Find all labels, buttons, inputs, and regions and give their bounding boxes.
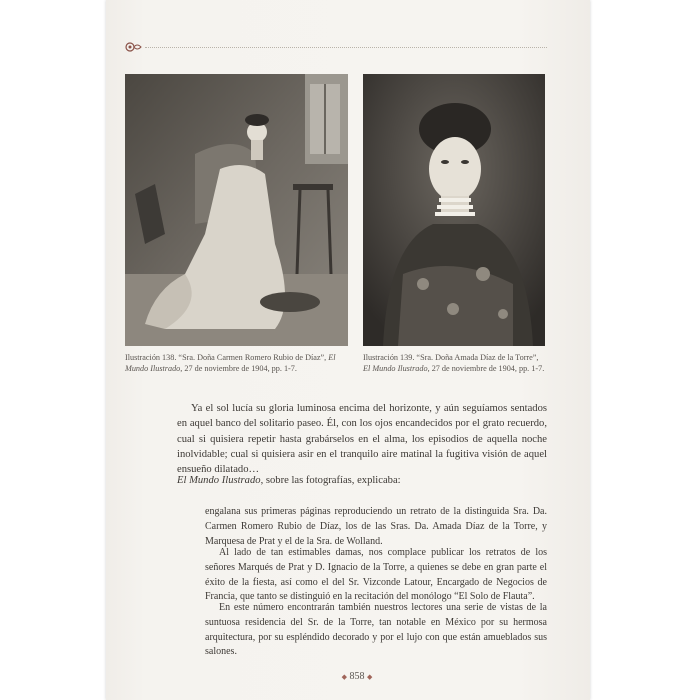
diamond-icon: ◆: [341, 673, 347, 681]
quote-paragraph-3: En este número encontrarán también nuestros lectores una serie de vistas de la suntuosa residencia del Sr. de la Torre, tan notable en México por su hermosa arquitectura, por su espléndido decorado y por el lujo con que están amueblados sus salones.: [205, 602, 547, 658]
header-dotted-rule: [145, 47, 547, 48]
body-paragraph-1: Ya el sol lucía su gloria luminosa encima del horizonte, y aún seguíamos sentados en aquel banco del solitario paseo. Él, con los ojos encandecidos por el grato recuerdo, cual si quisiera repetir hasta grabárselos en el alma, los episodios de aquella noche inolvidable; cual si quisiera asir en el tranquilo aire matinal la fugitiva visión de aquel ensueño dilatado…: [177, 403, 547, 476]
caption-illustration-139: Ilustración 139. “Sra. Doña Amada Díaz de la Torre”, El Mundo Ilustrado, 27 de noviembre de 1904, pp. 1-7.: [363, 353, 545, 373]
ornament-icon: [124, 41, 142, 53]
photo-carmen-romero-rubio: [125, 74, 348, 346]
quote-paragraph-1: engalana sus primeras páginas reproduciendo un retrato de la distinguida Sra. Da. Carmen Romero Rubio de Díaz, los de las Sras. Da. Amada Díaz de la Torre, y Marquesa de Prat y el de la Sra. de Wolland.: [205, 506, 547, 547]
page-number-text: 858: [349, 671, 365, 682]
body-paragraph-2: El Mundo Ilustrado, sobre las fotografías, explicaba:: [177, 475, 401, 486]
photo-amada-diaz: [363, 74, 545, 346]
diamond-icon: ◆: [367, 673, 373, 681]
caption-illustration-138: Ilustración 138. “Sra. Doña Carmen Romero Rubio de Díaz”, El Mundo Ilustrado, 27 de noviembre de 1904, pp. 1-7.: [125, 353, 336, 373]
quote-paragraph-2: Al lado de tan estimables damas, nos complace publicar los retratos de los señores Marqués de Prat y D. Ignacio de la Torre, a quienes se debe en gran parte el éxito de la fiesta, así como el del Sr. Vizconde Latour, Encargado de Negocios de Francia, que tanto se distinguió en la recitación del monólogo “El Solo de Flauta”.: [205, 547, 547, 603]
page-number: [327, 671, 387, 682]
